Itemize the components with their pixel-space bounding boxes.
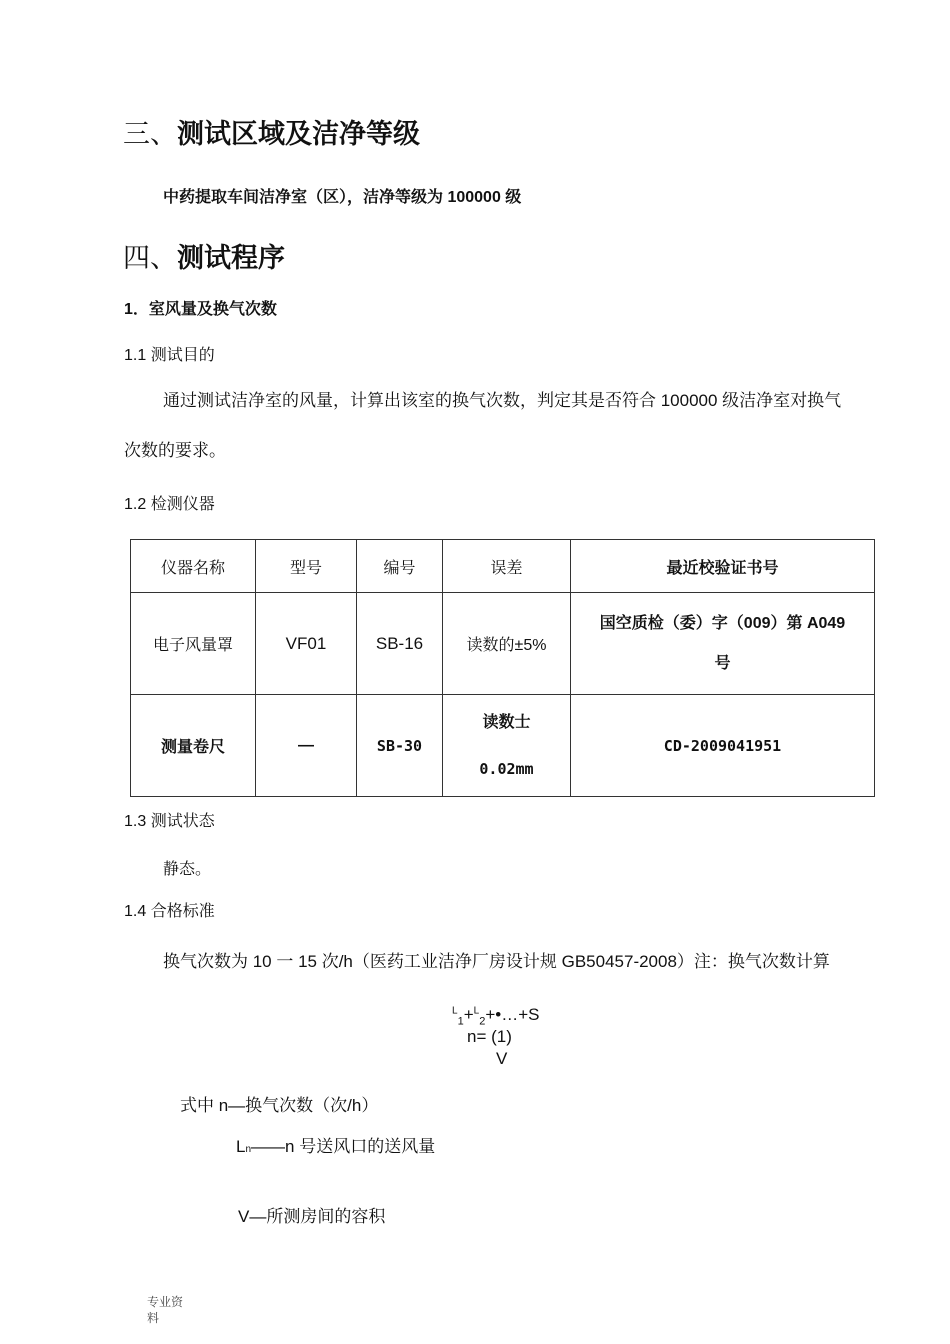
s1-1-paragraph-line1: 通过测试洁净室的风量，计算出该室的换气次数，判定其是否符合 100000 级洁净室对换气 bbox=[163, 391, 842, 410]
section-four-heading bbox=[123, 236, 285, 275]
row1-cert bbox=[571, 593, 875, 695]
header-model: 型号 bbox=[256, 540, 357, 593]
item1-heading: 1．室风量及换气次数 bbox=[124, 301, 277, 318]
s1-1-paragraph-line2: 次数的要求。 bbox=[124, 441, 226, 460]
formula-numerator: $^L_1$+$^L_2$+•…+S bbox=[452, 1005, 540, 1028]
row1-code: SB-16 bbox=[357, 593, 443, 695]
s1-2-heading: 1.2 检测仪器 bbox=[124, 496, 215, 513]
section-four-number: 四、 bbox=[123, 243, 177, 274]
formula-denominator: V bbox=[496, 1049, 508, 1068]
row1-cert-line2: 号 bbox=[714, 654, 731, 672]
table-row bbox=[131, 593, 875, 695]
row2-model: — bbox=[256, 695, 357, 797]
table-row bbox=[131, 695, 875, 797]
section-three-body: 中药提取车间洁净室（区），洁净等级为 100000 级 bbox=[163, 189, 522, 206]
section-four-title: 测试程序 bbox=[177, 243, 285, 273]
row2-code: SB-30 bbox=[357, 695, 443, 797]
s1-4-heading: 1.4 合格标准 bbox=[124, 903, 215, 920]
s1-1-heading: 1.1 测试目的 bbox=[124, 347, 215, 364]
header-cert: 最近校验证书号 bbox=[571, 540, 875, 593]
header-name: 仪器名称 bbox=[131, 540, 256, 593]
table-header-row bbox=[131, 540, 875, 593]
section-three-title: 测试区域及洁净等级 bbox=[177, 119, 420, 149]
row2-cert: CD-2009041951 bbox=[571, 695, 875, 797]
row2-name: 测量卷尺 bbox=[131, 695, 256, 797]
section-three-number: 三、 bbox=[123, 119, 177, 150]
row1-model: VF01 bbox=[256, 593, 357, 695]
formula-middle: n= (1) bbox=[467, 1027, 512, 1046]
row2-error bbox=[443, 695, 571, 797]
row1-cert-line1: 国空质检（委）字（009）第 A049 bbox=[599, 614, 846, 632]
row2-error-line1: 读数士 bbox=[482, 713, 531, 731]
s1-4-body: 换气次数为 10 一 15 次/h（医药工业洁净厂房设计规 GB50457-2008）注：换气次数计算 bbox=[163, 952, 830, 971]
section-three-heading bbox=[123, 112, 420, 151]
header-code: 编号 bbox=[357, 540, 443, 593]
page-footer: 专业资 料 bbox=[147, 1295, 184, 1325]
s1-3-body: 静态。 bbox=[163, 861, 212, 878]
legend-ln: Ln——n 号送风口的送风量 bbox=[236, 1137, 436, 1156]
s1-3-heading: 1.3 测试状态 bbox=[124, 813, 215, 830]
row2-error-line2: 0.02mm bbox=[479, 759, 534, 778]
header-error: 误差 bbox=[443, 540, 571, 593]
legend-v: V—所测房间的容积 bbox=[238, 1207, 386, 1226]
instrument-table bbox=[130, 539, 875, 797]
legend-n: 式中 n—换气次数（次/h） bbox=[180, 1096, 379, 1115]
row1-error: 读数的±5% bbox=[443, 593, 571, 695]
row1-name: 电子风量罩 bbox=[131, 593, 256, 695]
